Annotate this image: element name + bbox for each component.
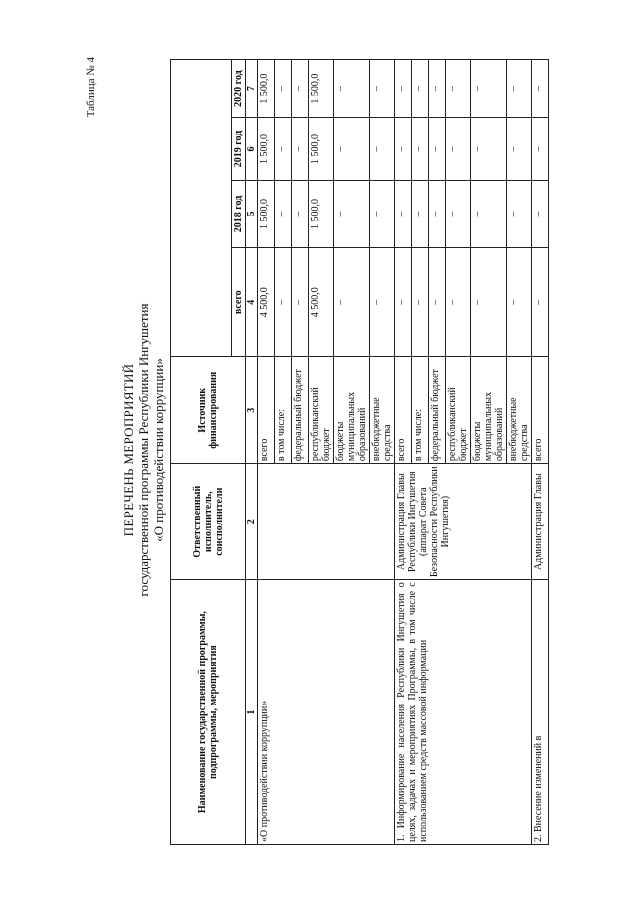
amount-2020: 1 500,0 [309, 60, 334, 118]
amount-2018: – [507, 180, 532, 247]
column-number: 6 [246, 118, 258, 181]
header-source: Источник финансирования [171, 357, 246, 464]
amount-2019: – [370, 118, 395, 181]
funding-source: республиканский бюджет [309, 357, 334, 464]
table-row [395, 60, 412, 845]
amount-2018: – [395, 180, 412, 247]
amount-2018: – [532, 180, 549, 247]
amount-total: – [275, 248, 292, 357]
measure-name: 2. Внесение изменений в [532, 580, 549, 845]
measure-name: 1. Информирование населения Республики Ингушетия о целях, задачах и мероприятиях Программы, в том числе с использованием средств массовой информации [395, 580, 532, 845]
amount-total: – [471, 248, 507, 357]
amount-2018: 1 500,0 [258, 180, 275, 247]
rotated-page [85, 55, 605, 845]
amount-2020: – [446, 60, 471, 118]
amount-2020: – [471, 60, 507, 118]
measure-name: «О противодействии коррупции» [258, 580, 395, 845]
amount-2020: – [395, 60, 412, 118]
amount-2019: – [507, 118, 532, 181]
amount-total: 4 500,0 [309, 248, 334, 357]
column-number: 2 [246, 464, 258, 580]
table-row [258, 60, 275, 845]
amount-2018: – [334, 180, 370, 247]
header-responsible: Ответственный исполнитель, соисполнители [171, 464, 246, 580]
amount-total: – [395, 248, 412, 357]
header-cost-group [171, 60, 232, 357]
amount-2019: – [532, 118, 549, 181]
amount-2019: – [292, 118, 309, 181]
amount-2018: – [292, 180, 309, 247]
amount-total: – [370, 248, 395, 357]
amount-2020: – [275, 60, 292, 118]
amount-2018: – [471, 180, 507, 247]
header-total: всего [232, 248, 246, 357]
title-line-2: государственной программы Республики Ингушетия [136, 303, 151, 597]
funding-source: федеральный бюджет [429, 357, 446, 464]
amount-2019: – [412, 118, 429, 181]
funding-source: в том числе: [275, 357, 292, 464]
amount-2020: – [334, 60, 370, 118]
funding-source: республиканский бюджет [446, 357, 471, 464]
measure-responsible: Администрация Главы Республики Ингушетия (аппарат Совета Безопасности Республики Ингушетия) [395, 464, 532, 580]
measure-responsible: Администрация Главы [532, 464, 549, 580]
amount-total: – [292, 248, 309, 357]
funding-source: всего [395, 357, 412, 464]
amount-2020: 1 500,0 [258, 60, 275, 118]
amount-total: – [334, 248, 370, 357]
table-note: Таблица № 4 [85, 57, 97, 118]
amount-total: – [446, 248, 471, 357]
column-number: 5 [246, 180, 258, 247]
amount-2018: – [429, 180, 446, 247]
amount-2019: – [471, 118, 507, 181]
header-2019: 2019 год [232, 118, 246, 181]
amount-2018: – [275, 180, 292, 247]
amount-total: – [532, 248, 549, 357]
funding-source: федеральный бюджет [292, 357, 309, 464]
amount-2019: – [429, 118, 446, 181]
title-line-1: ПЕРЕЧЕНЬ МЕРОПРИЯТИЙ [121, 363, 136, 537]
header-name: Наименование государственной программы, подпрограммы, мероприятия [171, 580, 246, 845]
funding-source: всего [258, 357, 275, 464]
funding-source: бюджеты муниципальных образований [334, 357, 370, 464]
table-body [258, 60, 549, 845]
funding-source: внебюджетные средства [370, 357, 395, 464]
column-number: 3 [246, 357, 258, 464]
amount-2020: – [532, 60, 549, 118]
amount-2018: – [446, 180, 471, 247]
amount-total: – [507, 248, 532, 357]
amount-2020: – [507, 60, 532, 118]
amount-2019: 1 500,0 [258, 118, 275, 181]
column-number: 4 [246, 248, 258, 357]
amount-total: – [412, 248, 429, 357]
amount-2020: – [429, 60, 446, 118]
amount-2018: – [412, 180, 429, 247]
page-title [121, 55, 166, 845]
amount-2020: – [412, 60, 429, 118]
amount-2018: 1 500,0 [309, 180, 334, 247]
amount-total: 4 500,0 [258, 248, 275, 357]
funding-source: всего [532, 357, 549, 464]
amount-2019: – [275, 118, 292, 181]
amount-2019: 1 500,0 [309, 118, 334, 181]
header-2018: 2018 год [232, 180, 246, 247]
amount-2019: – [395, 118, 412, 181]
table-row [532, 60, 549, 845]
column-number-row [246, 60, 258, 845]
measures-table [170, 59, 549, 845]
amount-2020: – [292, 60, 309, 118]
amount-2020: – [370, 60, 395, 118]
amount-2018: – [370, 180, 395, 247]
funding-source: в том числе: [412, 357, 429, 464]
title-line-3: «О противодействии коррупции» [151, 358, 166, 542]
amount-2019: – [334, 118, 370, 181]
column-number: 7 [246, 60, 258, 118]
amount-total: – [429, 248, 446, 357]
funding-source: бюджеты муниципальных образований [471, 357, 507, 464]
header-2020: 2020 год [232, 60, 246, 118]
funding-source: внебюджетные средства [507, 357, 532, 464]
measure-responsible [258, 464, 395, 580]
column-number: 1 [246, 580, 258, 845]
amount-2019: – [446, 118, 471, 181]
